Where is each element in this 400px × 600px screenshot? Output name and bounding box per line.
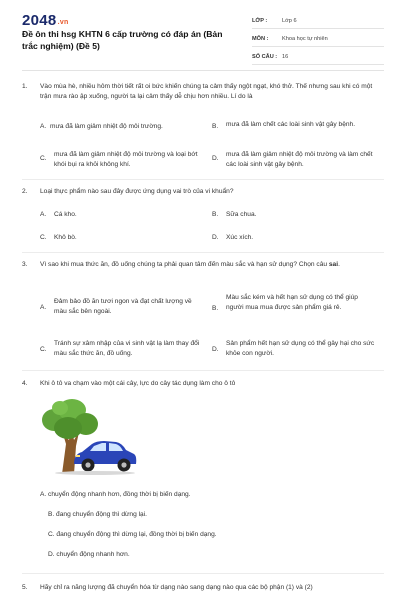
- option-key: B.: [212, 123, 219, 130]
- option-4b[interactable]: B. đang chuyển động thì dừng lại.: [48, 511, 147, 518]
- question-text: Khi ô tô va chạm vào một cái cây, lực do cây tác dụng làm cho ô tô: [40, 380, 236, 387]
- option-4c[interactable]: C. đang chuyển động thì dừng lại, đồng thời bị biến dạng.: [48, 531, 217, 538]
- option-key: B.: [212, 211, 219, 218]
- question-text: Vì sao khi mua thức ăn, đồ uống chúng ta phải quan tâm đến màu sắc và hạn sử dụng? Chọn câu sai.: [40, 261, 340, 268]
- option-text: mưa đã làm chết các loài sinh vật gây bệnh.: [226, 121, 356, 128]
- option-key: C.: [40, 155, 47, 162]
- option-text: Sữa chua.: [226, 211, 257, 218]
- meta-key: LỚP :: [252, 18, 268, 24]
- option-text: Tránh sự xâm nhập của vi sinh vật lạ làm thay đổi màu sắc thức ăn, đồ uống.: [54, 340, 200, 357]
- meta-row-class: [252, 14, 384, 29]
- question-divider: [22, 252, 384, 253]
- document-header: [0, 0, 400, 70]
- option-text: Cá kho.: [54, 211, 77, 218]
- meta-value: Lớp 6: [282, 18, 297, 24]
- question-divider: [22, 179, 384, 180]
- car-icon: [74, 441, 136, 472]
- meta-row-subject: [252, 32, 384, 47]
- option-key: C.: [40, 346, 47, 353]
- option-text: mưa đã làm giảm nhiệt độ môi trường và làm chết các loài sinh vật gây bệnh.: [226, 151, 373, 168]
- meta-row-count: [252, 50, 384, 65]
- question-number: 4.: [22, 380, 28, 387]
- option-key: C.: [40, 234, 47, 241]
- document-title: Đề ôn thi hsg KHTN 6 cấp trường có đáp án (Bản trắc nghiệm) (Đề 5): [22, 29, 223, 51]
- option-key: B.: [212, 305, 219, 312]
- option-key: A.: [40, 304, 47, 311]
- option-4d[interactable]: D. chuyển động nhanh hơn.: [48, 551, 130, 558]
- question-divider: [22, 370, 384, 371]
- option-key: D.: [212, 155, 219, 162]
- option-text: Khô bò.: [54, 234, 77, 241]
- option-text: Màu sắc kém và hết hạn sử dụng có thể giúp người mua mua được sản phẩm giá rẻ.: [226, 294, 358, 311]
- option-key: A.: [40, 123, 47, 130]
- option-text: Sản phẩm hết hạn sử dụng có thể gây hại cho sức khỏe con người.: [226, 340, 375, 357]
- option-text: Đảm bảo đồ ăn tươi ngon và đạt chất lượng về màu sắc bên ngoài.: [54, 298, 192, 315]
- question-number: 3.: [22, 261, 28, 268]
- question-number: 1.: [22, 83, 28, 90]
- document-meta: [252, 14, 384, 68]
- site-logo[interactable]: 2048.vn: [22, 12, 69, 29]
- option-text: mưa đã làm giảm nhiệt độ môi trường và loại bớt khói bụi ra khỏi không khí.: [54, 151, 198, 168]
- option-key: D.: [212, 234, 219, 241]
- question-divider: [22, 573, 384, 574]
- car-tree-illustration: [40, 398, 138, 476]
- option-text: mưa đã làm giảm nhiệt độ môi trường.: [50, 123, 163, 130]
- question-number: 2.: [22, 188, 28, 195]
- option-key: D.: [212, 346, 219, 353]
- meta-key: MÔN :: [252, 36, 269, 42]
- meta-value: 16: [282, 54, 289, 60]
- meta-key: SỐ CÂU :: [252, 54, 278, 60]
- header-divider: [22, 70, 384, 71]
- option-4a[interactable]: A. chuyển động nhanh hơn, đồng thời bị biến dạng.: [40, 491, 191, 498]
- question-number: 5.: [22, 584, 28, 591]
- question-text: Vào mùa hè, nhiều hôm thời tiết rất oi bức khiến chúng ta cảm thấy ngột ngạt, khó thở. Thế nhưng sau khi có một trận mưa rào ập xuống, người ta lại cảm thấy dễ chịu hơn nhiều. Lí do là: [40, 83, 373, 100]
- question-text: Loại thực phẩm nào sau đây được ứng dụng vai trò của vi khuẩn?: [40, 188, 234, 195]
- question-text: Hãy chỉ ra năng lượng đã chuyển hóa từ dạng nào sang dạng nào qua các bộ phận (1) và (2): [40, 584, 313, 591]
- option-text: Xúc xích.: [226, 234, 254, 241]
- option-key: A.: [40, 211, 47, 218]
- meta-value: Khoa học tự nhiên: [282, 36, 328, 42]
